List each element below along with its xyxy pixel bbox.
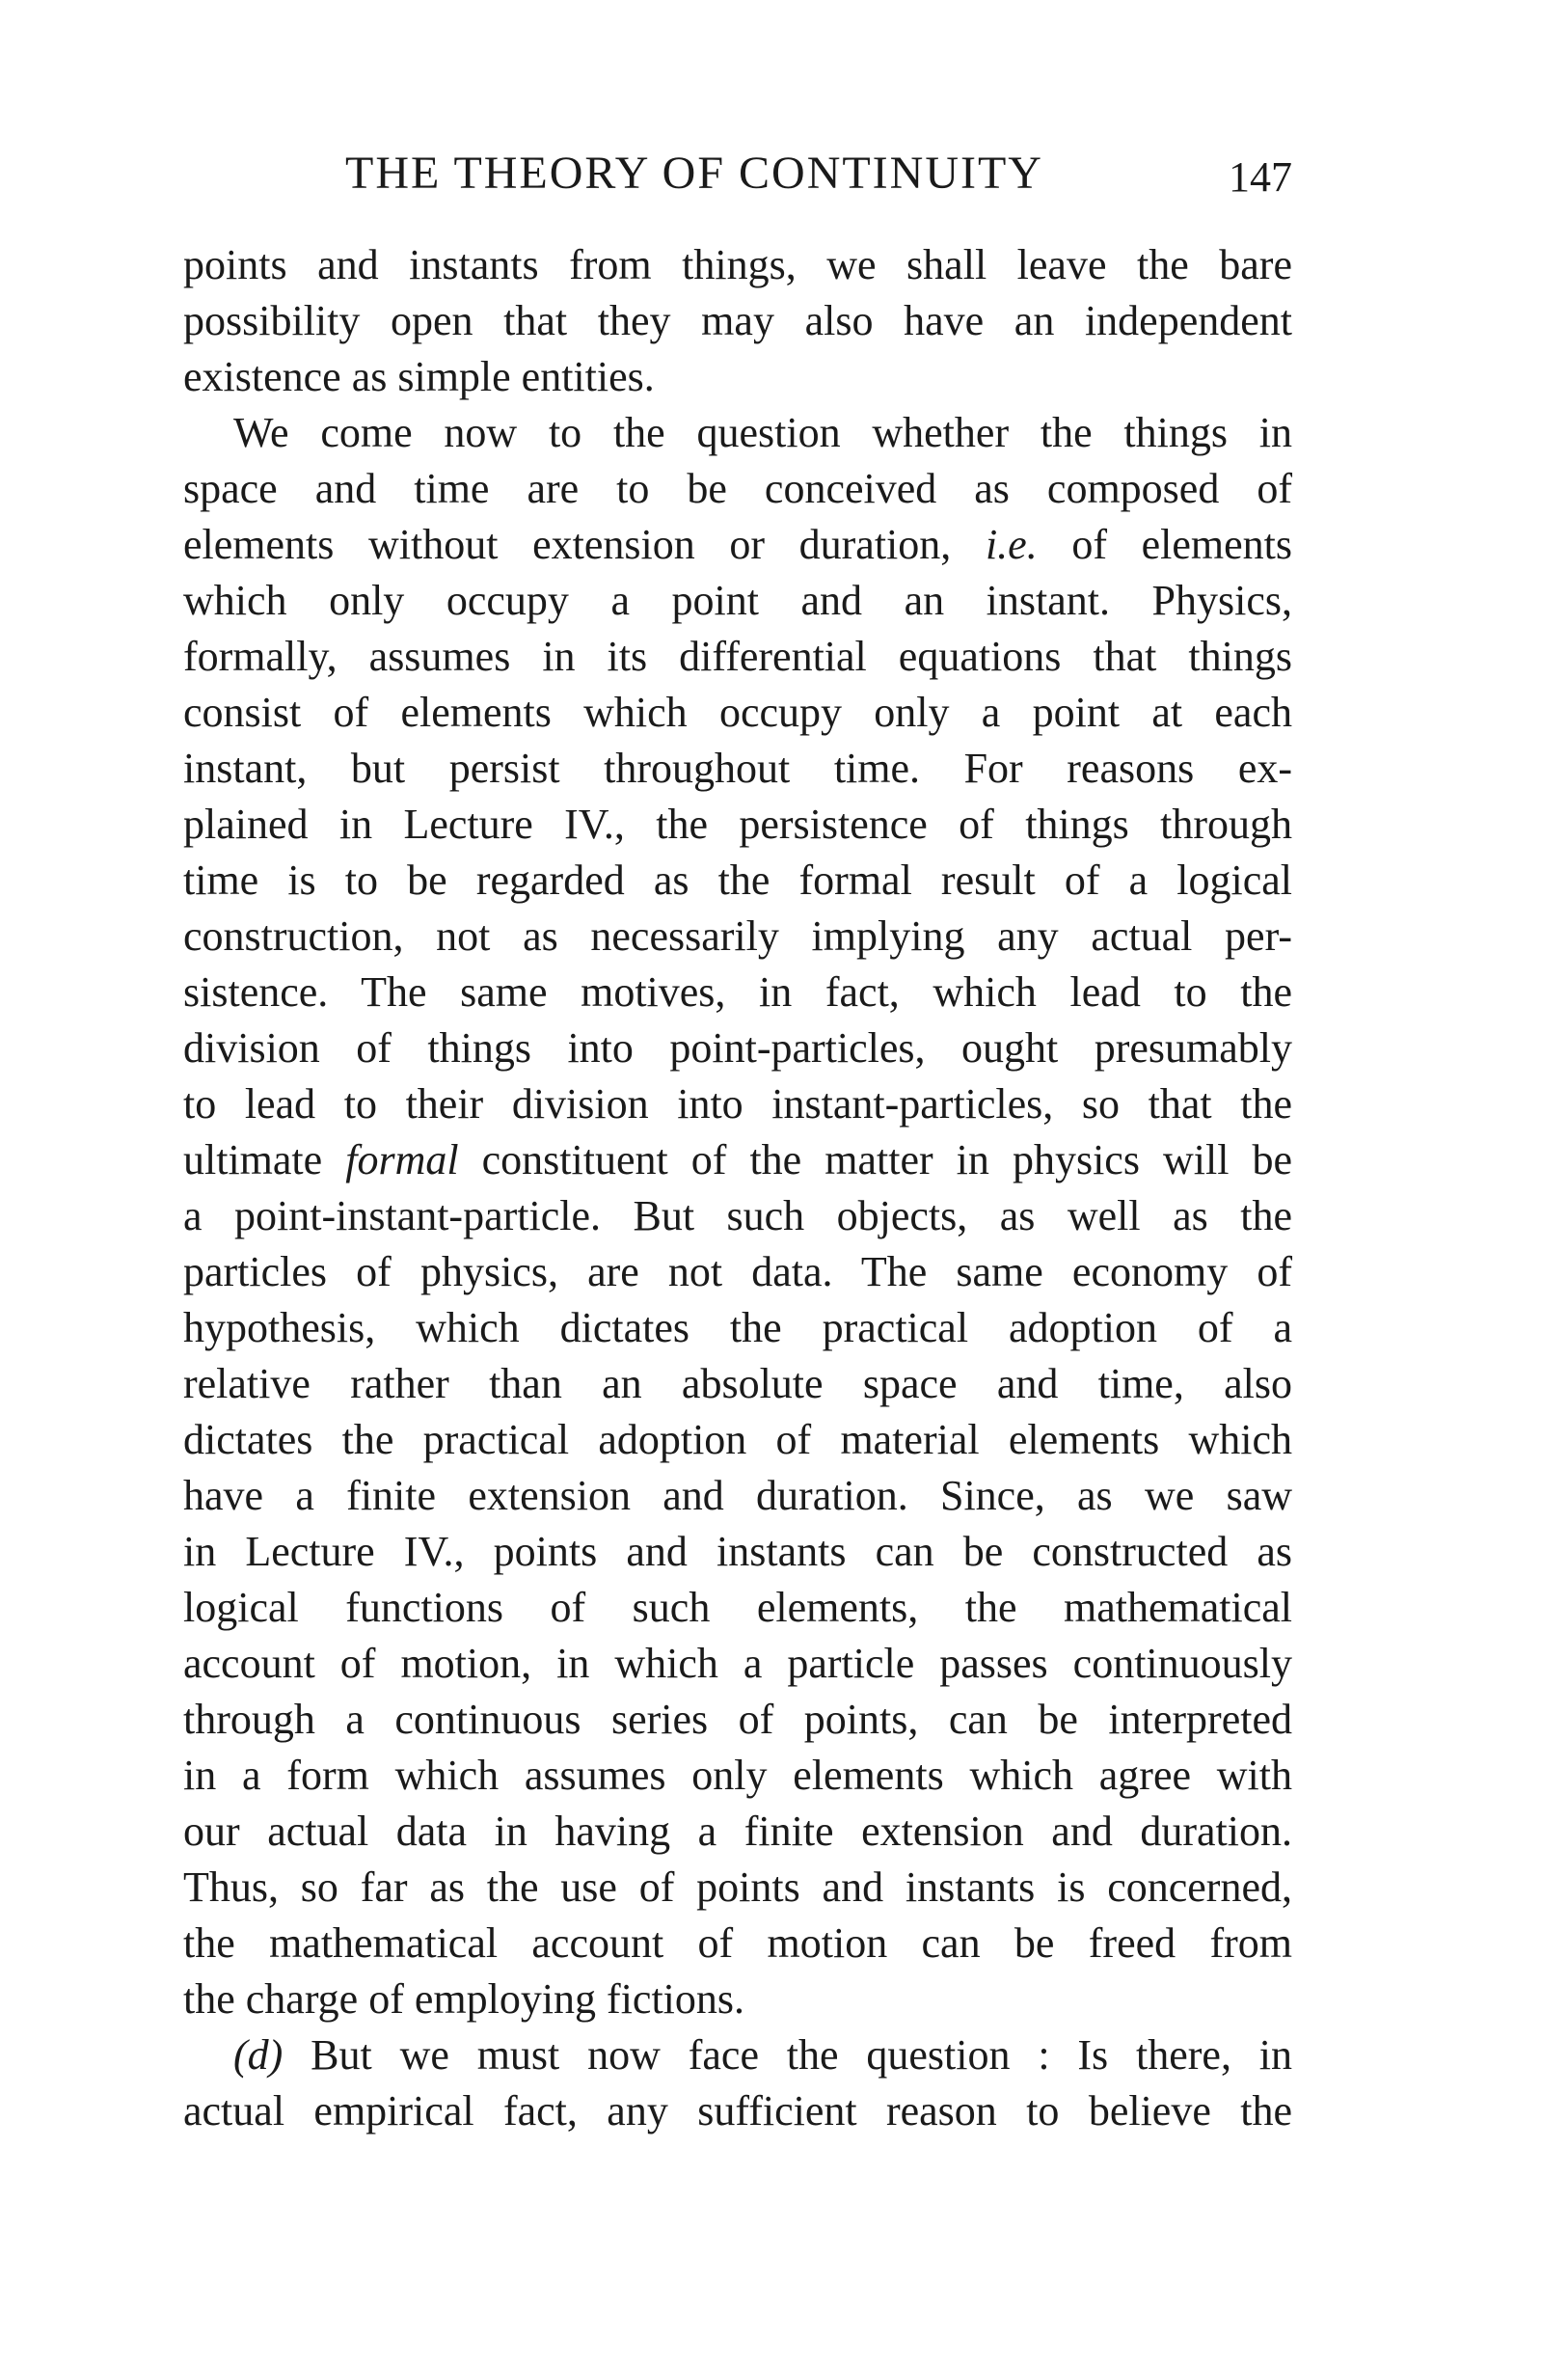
text-line: We come now to the question whether the things in [233, 409, 1292, 456]
body-text [183, 237, 1292, 2139]
text-line [183, 517, 1292, 573]
section-label: (d) [233, 2031, 284, 2079]
text-line: plained in Lecture IV., the persistence of things through [183, 801, 1292, 848]
text-line: to lead to their division into instant-particles, so that the [183, 1080, 1292, 1128]
italic-word: formal [345, 1136, 459, 1183]
paragraph [183, 2027, 1292, 2139]
text-line [183, 2027, 1292, 2083]
text-line: possibility open that they may also have an independent [183, 297, 1292, 344]
text-line: dictates the practical adoption of material elements which [183, 1416, 1292, 1463]
text-line: actual empirical fact, any sufficient reason to believe the [183, 2087, 1292, 2135]
text-line: points and instants from things, we shall leave the bare [183, 241, 1292, 288]
text-line: existence as simple entities. [183, 353, 655, 400]
running-head [183, 145, 1302, 203]
text-run: elements without extension or duration, [183, 521, 952, 568]
text-line: in Lecture IV., points and instants can be constructed as [183, 1528, 1292, 1575]
text-line: time is to be regarded as the formal result of a logical [183, 857, 1292, 904]
text-line: account of motion, in which a particle passes continuously [183, 1640, 1292, 1687]
text-line: sistence. The same motives, in fact, which lead to the [183, 968, 1292, 1016]
text-line: our actual data in having a finite extension and duration. [183, 1808, 1292, 1855]
running-title: THE THEORY OF CONTINUITY [345, 148, 1043, 199]
paragraph [183, 405, 1292, 2027]
text-line: construction, not as necessarily implying any actual per- [183, 912, 1292, 960]
text-run: of elements [1071, 521, 1293, 568]
text-line: division of things into point-particles, ought presumably [183, 1024, 1292, 1072]
text-run: ultimate [183, 1136, 323, 1183]
text-line: hypothesis, which dictates the practical adoption of a [183, 1304, 1292, 1351]
text-line: logical functions of such elements, the mathematical [183, 1584, 1292, 1631]
text-line: the mathematical account of motion can be freed from [183, 1919, 1292, 1967]
text-run: But we must now face the question : Is there, in [311, 2031, 1293, 2079]
text-line: which only occupy a point and an instant. Physics, [183, 577, 1292, 624]
text-line: formally, assumes in its differential equations that things [183, 633, 1292, 680]
text-line: through a continuous series of points, can be interpreted [183, 1696, 1292, 1743]
text-line: space and time are to be conceived as composed of [183, 465, 1292, 512]
text-line: have a finite extension and duration. Since, as we saw [183, 1472, 1292, 1519]
text-line: relative rather than an absolute space and time, also [183, 1360, 1292, 1407]
text-line: Thus, so far as the use of points and instants is concerned, [183, 1863, 1292, 1911]
italic-abbreviation: i.e. [985, 521, 1038, 568]
text-line: instant, but persist throughout time. For reasons ex- [183, 745, 1292, 792]
text-line: consist of elements which occupy only a point at each [183, 689, 1292, 736]
text-line: in a form which assumes only elements which agree with [183, 1752, 1292, 1799]
page-number: 147 [1229, 153, 1292, 201]
text-line: the charge of employing fictions. [183, 1975, 745, 2023]
text-run: constituent of the matter in physics will be [481, 1136, 1293, 1183]
text-line [183, 1132, 1292, 1188]
paragraph [183, 237, 1292, 405]
text-line: particles of physics, are not data. The same economy of [183, 1248, 1292, 1295]
text-line: a point-instant-particle. But such objects, as well as the [183, 1192, 1292, 1239]
